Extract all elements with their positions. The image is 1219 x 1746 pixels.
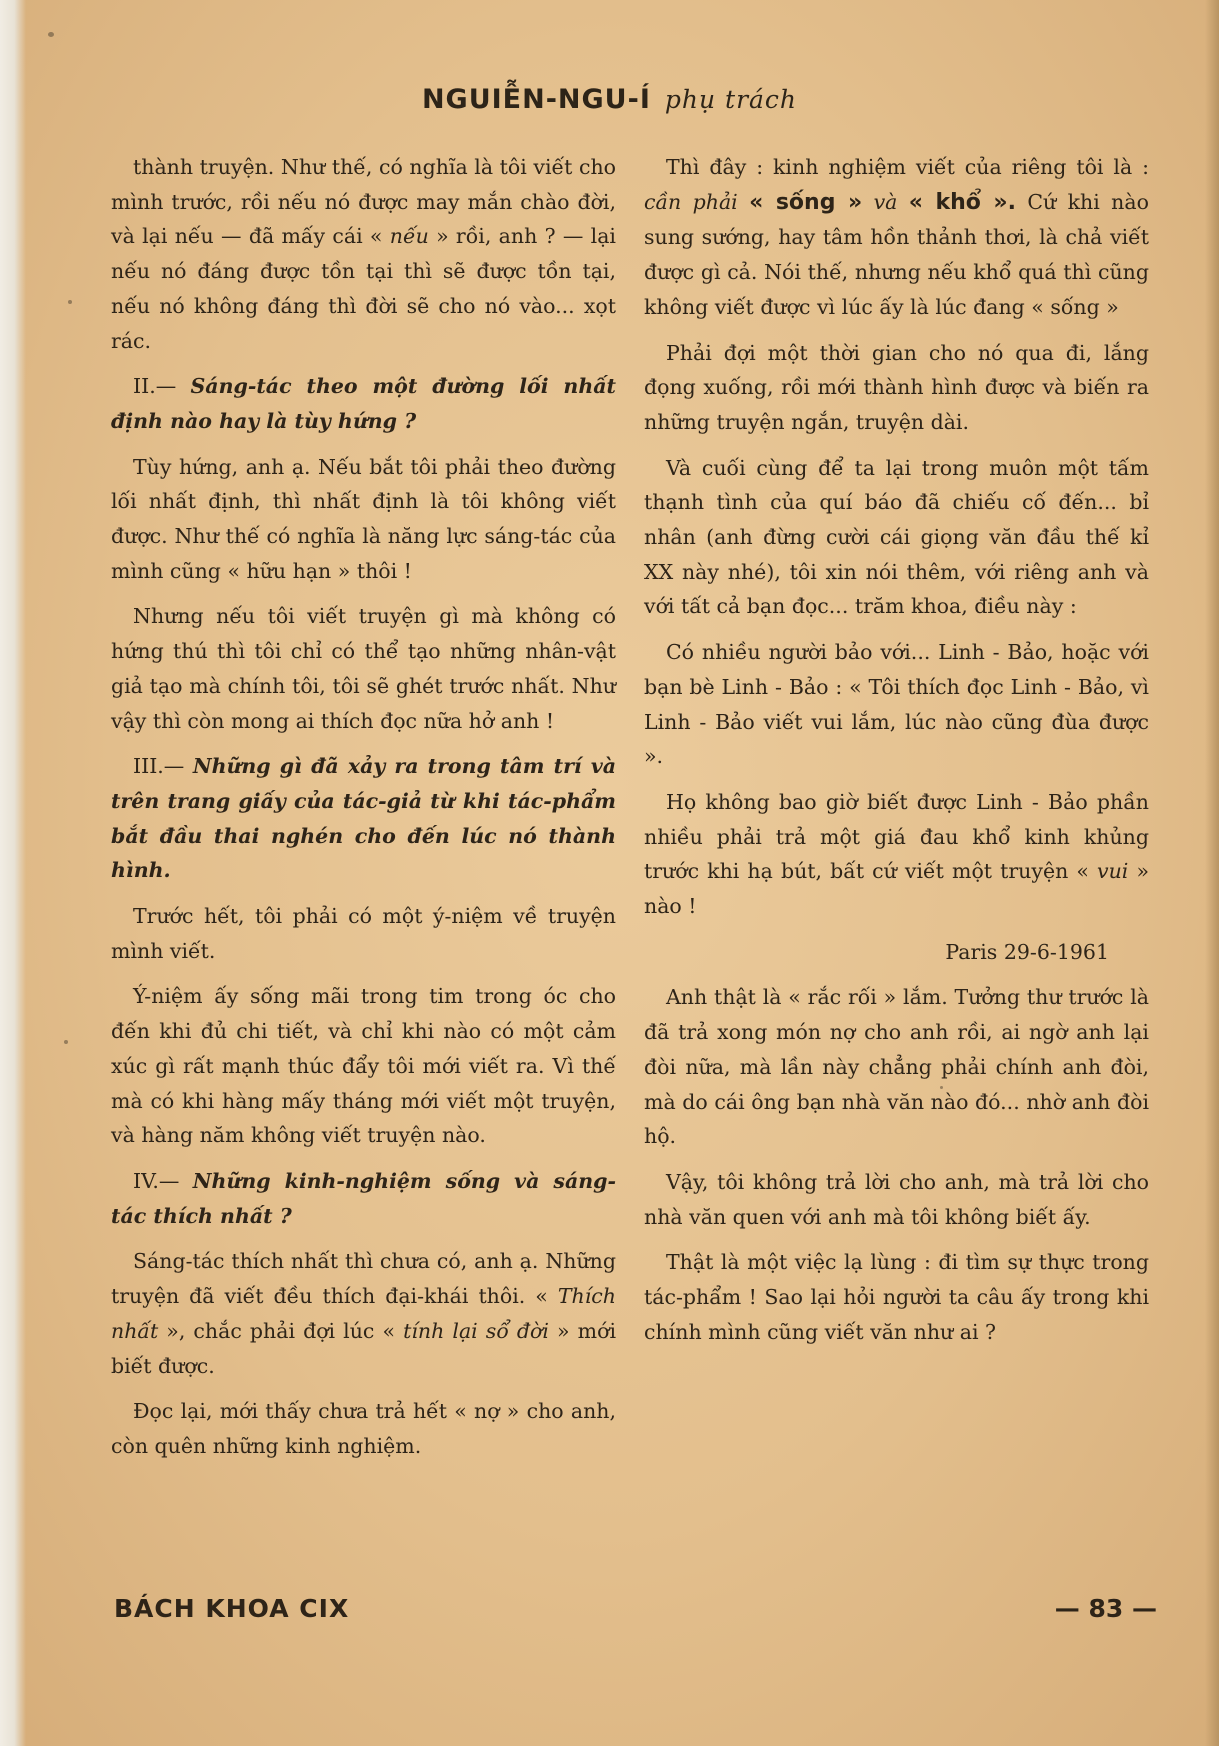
question-heading: IV.— Những kinh-nghiệm sống và sáng-tác thích nhất ? bbox=[111, 1168, 616, 1228]
left-column bbox=[111, 150, 616, 1475]
paragraph: Ý-niệm ấy sống mãi trong tim trong óc cho đến khi đủ chi tiết, và chỉ khi nào có một cảm xúc gì rất mạnh thúc đẩy tôi mới viết ra. Vì thế mà có khi hàng mấy tháng mới viết một truyện, và hàng năm không viết truyện nào. bbox=[111, 984, 616, 1148]
paragraph: thành truyện. Như thế, có nghĩa là tôi viết cho mình trước, rồi nếu nó được may mắn chào đời, và lại nếu — đã mấy cái « nếu » rồi, anh ? — lại nếu nó đáng được tồn tại thì sẽ được tồn tại, nếu nó không đáng thì đời sẽ cho nó vào... xọt rác. bbox=[111, 155, 616, 353]
paragraph: Có nhiều người bảo với... Linh - Bảo, hoặc với bạn bè Linh - Bảo : « Tôi thích đọc Linh - Bảo, vì Linh - Bảo viết vui lắm, lúc nào cũng đùa được ». bbox=[644, 640, 1149, 769]
header-title: NGUIỄN-NGU-Í bbox=[421, 84, 651, 115]
right-column bbox=[644, 150, 1149, 1361]
dateline: Paris 29-6-1961 bbox=[945, 939, 1109, 964]
header-subtitle: phụ trách bbox=[664, 85, 798, 114]
paragraph: Họ không bao giờ biết được Linh - Bảo phần nhiều phải trả một giá đau khổ kinh khủng trước khi hạ bút, bất cứ viết một truyện « vui » nào ! bbox=[644, 789, 1149, 919]
page-header bbox=[0, 84, 1219, 115]
paragraph: Vậy, tôi không trả lời cho anh, mà trả lời cho nhà văn quen với anh mà tôi không biết ấy. bbox=[644, 1169, 1149, 1229]
paragraph: Và cuối cùng để ta lại trong muôn một tấm thạnh tình của quí báo đã chiếu cố đến... bỉ nhân (anh đừng cười cái giọng văn đầu thế kỉ XX này nhé), tôi xin nói thêm, với riêng anh và với tất cả bạn đọc... trăm khoa, điều này : bbox=[644, 455, 1149, 619]
question-heading: II.— Sáng-tác theo một đường lối nhất định nào hay là tùy hứng ? bbox=[111, 374, 616, 433]
paragraph: Nhưng nếu tôi viết truyện gì mà không có hứng thú thì tôi chỉ có thể tạo những nhân-vật giả tạo mà chính tôi, tôi sẽ ghét trước nhất. Như vậy thì còn mong ai thích đọc nữa hở anh ! bbox=[111, 604, 616, 733]
paragraph: Tùy hứng, anh ạ. Nếu bắt tôi phải theo đường lối nhất định, thì nhất định là tôi không viết được. Như thế có nghĩa là năng lực sáng-tác của mình cũng « hữu hạn » thôi ! bbox=[111, 454, 616, 583]
paragraph: Đọc lại, mới thấy chưa trả hết « nợ » cho anh, còn quên những kinh nghiệm. bbox=[111, 1399, 616, 1458]
paragraph: Trước hết, tôi phải có một ý-niệm về truyện mình viết. bbox=[111, 904, 616, 963]
paragraph: Thật là một việc lạ lùng : đi tìm sự thực trong tác-phẩm ! Sao lại hỏi người ta câu ấy trong khi chính mình cũng viết văn như ai ? bbox=[644, 1250, 1149, 1344]
paragraph: Phải đợi một thời gian cho nó qua đi, lắng đọng xuống, rồi mới thành hình được và biến ra những truyện ngắn, truyện dài. bbox=[644, 340, 1149, 434]
paragraph: Thì đây : kinh nghiệm viết của riêng tôi là : cần phải « sống » và « khổ ». Cứ khi nào sung sướng, hay tâm hồn thảnh thơi, là chả viết được gì cả. Nói thế, nhưng nếu khổ quá thì cũng không viết được vì lúc ấy là lúc đang « sống » bbox=[644, 155, 1149, 319]
paragraph: Anh thật là « rắc rối » lắm. Tưởng thư trước là đã trả xong món nợ cho anh rồi, ai ngờ anh lại đòi nữa, mà lần này chẳng phải chính anh đòi, mà do cái ông bạn nhà văn nào đó... nhờ anh đòi hộ. bbox=[644, 985, 1149, 1149]
page-number: — 83 — bbox=[1054, 1594, 1157, 1623]
paragraph: Sáng-tác thích nhất thì chưa có, anh ạ. Những truyện đã viết đều thích đại-khái thôi. « Thích nhất », chắc phải đợi lúc « tính lại sổ đời » mới biết được. bbox=[111, 1249, 617, 1378]
magazine-footer: BÁCH KHOA CIX bbox=[114, 1594, 350, 1623]
question-heading: III.— Những gì đã xảy ra trong tâm trí và trên trang giấy của tác-giả từ khi tác-phẩm bắt đầu thai nghén cho đến lúc nó thành hình. bbox=[111, 754, 617, 883]
